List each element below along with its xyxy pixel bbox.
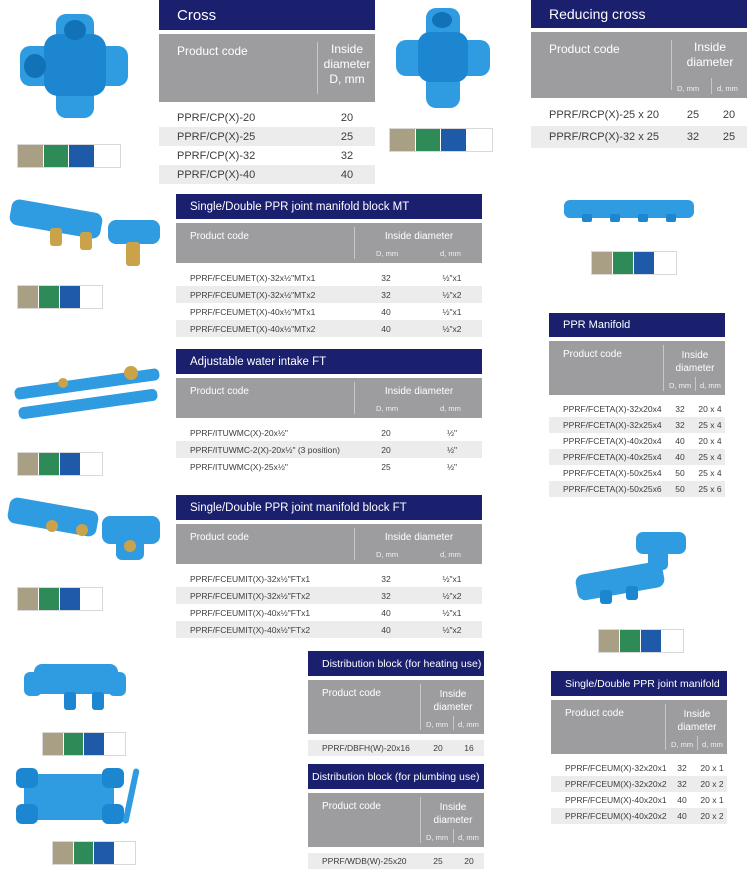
manifold-ft-table [176, 495, 482, 638]
distribution-heating-header: Product code Inside diameter D, mm d, mm [308, 680, 484, 734]
water-intake-product-image [14, 358, 162, 428]
table-row: PPRF/FCEUM(X)-40x20x2 40 20 x 2 [551, 808, 727, 824]
table-row: PPRF/FCETA(X)-50x25x6 50 25 x 6 [549, 481, 725, 497]
table-row: PPRF/FCETA(X)-50x25x4 50 25 x 4 [563, 468, 722, 478]
cross-col-inside: Inside diameter D, mm [323, 42, 371, 86]
table-row: PPRF/ITUWMC-2(X)-20x½" (3 position) 20 ½" [176, 441, 482, 458]
manifold-mt-header: Product code Inside diameter D, mm d, mm [176, 223, 482, 263]
distribution-heating-product-image [24, 652, 128, 718]
table-row: PPRF/CP(X)-20 20 [177, 111, 354, 124]
table-row: PPRF/FCEUMET(X)-40x½"MTx1 40 ½"x1 [190, 306, 462, 317]
reducing-cross-product-image [392, 4, 492, 114]
distribution-heating-title: Distribution block (for heating use) [308, 651, 484, 676]
cross-table [159, 0, 375, 184]
manifold-ft-header: Product code Inside diameter D, mm d, mm [176, 524, 482, 564]
distribution-plumbing-header: Product code Inside diameter D, mm d, mm [308, 793, 484, 847]
table-row: PPRF/WDB(W)-25x20 25 20 [308, 853, 484, 869]
table-row: PPRF/CP(X)-40 40 [159, 165, 375, 184]
table-row: PPRF/RCP(X)-25 x 20 25 20 [549, 109, 736, 121]
manifold-mt-color-swatches [17, 285, 103, 309]
water-intake-color-swatches [17, 452, 103, 476]
cross-title: Cross [159, 0, 375, 30]
cross-col-code: Product code [177, 44, 248, 58]
distribution-plumbing-title: Distribution block (for plumbing use) [308, 764, 484, 789]
distribution-heating-color-swatches [42, 732, 126, 756]
reducing-cross-color-swatches [389, 128, 493, 152]
ppr-manifold-table [549, 313, 725, 497]
joint-manifold-product-image [574, 528, 698, 622]
reducing-cross-title: Reducing cross [531, 0, 747, 28]
ppr-manifold-bar-image [564, 196, 698, 226]
table-row: PPRF/ITUWMC(X)-25x½" 25 ½" [190, 461, 458, 472]
manifold-ft-title: Single/Double PPR joint manifold block FT [176, 495, 482, 520]
manifold-mt-title: Single/Double PPR joint manifold block MT [176, 194, 482, 219]
manifold-mt-table [176, 194, 482, 337]
ppr-manifold-header: Product code Inside diameter D, mm d, mm [549, 341, 725, 395]
joint-manifold-table [551, 671, 727, 824]
manifold-ft-color-swatches [17, 587, 103, 611]
table-row: PPRF/CP(X)-25 25 [159, 127, 375, 146]
table-row: PPRF/FCEUM(X)-32x20x2 32 20 x 2 [551, 776, 727, 792]
ppr-manifold-title: PPR Manifold [549, 313, 725, 337]
table-row: PPRF/FCEUM(X)-32x20x1 32 20 x 1 [565, 763, 724, 773]
reducing-cross-header: Product code Inside diameter D, mm d, mm [531, 32, 747, 98]
table-row: PPRF/FCEUMET(X)-40x½"MTx2 40 ½"x2 [176, 320, 482, 337]
manifold-mt-product-image [8, 196, 168, 276]
table-row: PPRF/FCETA(X)-32x20x4 32 20 x 4 [563, 404, 722, 414]
distribution-heating-table [308, 651, 484, 756]
distribution-plumbing-color-swatches [52, 841, 136, 865]
distribution-plumbing-table [308, 764, 484, 869]
cross-color-swatches [17, 144, 121, 168]
distribution-plumbing-product-image [16, 760, 144, 832]
joint-manifold-title: Single/Double PPR joint manifold [551, 671, 727, 696]
water-intake-title: Adjustable water intake FT [176, 349, 482, 374]
table-row: PPRF/FCETA(X)-40x20x4 40 20 x 4 [563, 436, 722, 446]
manifold-ft-product-image [6, 490, 176, 570]
table-row: PPRF/FCEUMIT(X)-32x½"FTx1 32 ½"x1 [190, 573, 462, 584]
cross-header [159, 34, 375, 102]
table-row: PPRF/FCEUMET(X)-32x½"MTx1 32 ½"x1 [190, 272, 462, 283]
table-row: PPRF/CP(X)-32 32 [177, 149, 354, 162]
ppr-manifold-color-swatches [591, 251, 677, 275]
table-row: PPRF/FCEUM(X)-40x20x1 40 20 x 1 [565, 795, 724, 805]
water-intake-table [176, 349, 482, 475]
table-row: PPRF/FCEUMET(X)-32x½"MTx2 32 ½"x2 [176, 286, 482, 303]
table-row: PPRF/FCEUMIT(X)-40x½"FTx2 40 ½"x2 [176, 621, 482, 638]
table-row: PPRF/FCEUMIT(X)-32x½"FTx2 32 ½"x2 [176, 587, 482, 604]
reducing-cross-table [531, 0, 747, 148]
table-row: PPRF/FCEUMIT(X)-40x½"FTx1 40 ½"x1 [190, 607, 462, 618]
joint-manifold-color-swatches [598, 629, 684, 653]
table-row: PPRF/FCETA(X)-40x25x4 40 25 x 4 [549, 449, 725, 465]
water-intake-header: Product code Inside diameter D, mm d, mm [176, 378, 482, 418]
joint-manifold-header: Product code Inside diameter D, mm d, mm [551, 700, 727, 754]
table-row: PPRF/DBFH(W)-20x16 20 16 [308, 740, 484, 756]
table-row: PPRF/FCETA(X)-32x25x4 32 25 x 4 [549, 417, 725, 433]
cross-product-image [14, 6, 134, 126]
table-row: PPRF/ITUWMC(X)-20x½" 20 ½" [190, 427, 458, 438]
table-row: PPRF/RCP(X)-32 x 25 32 25 [531, 126, 747, 148]
